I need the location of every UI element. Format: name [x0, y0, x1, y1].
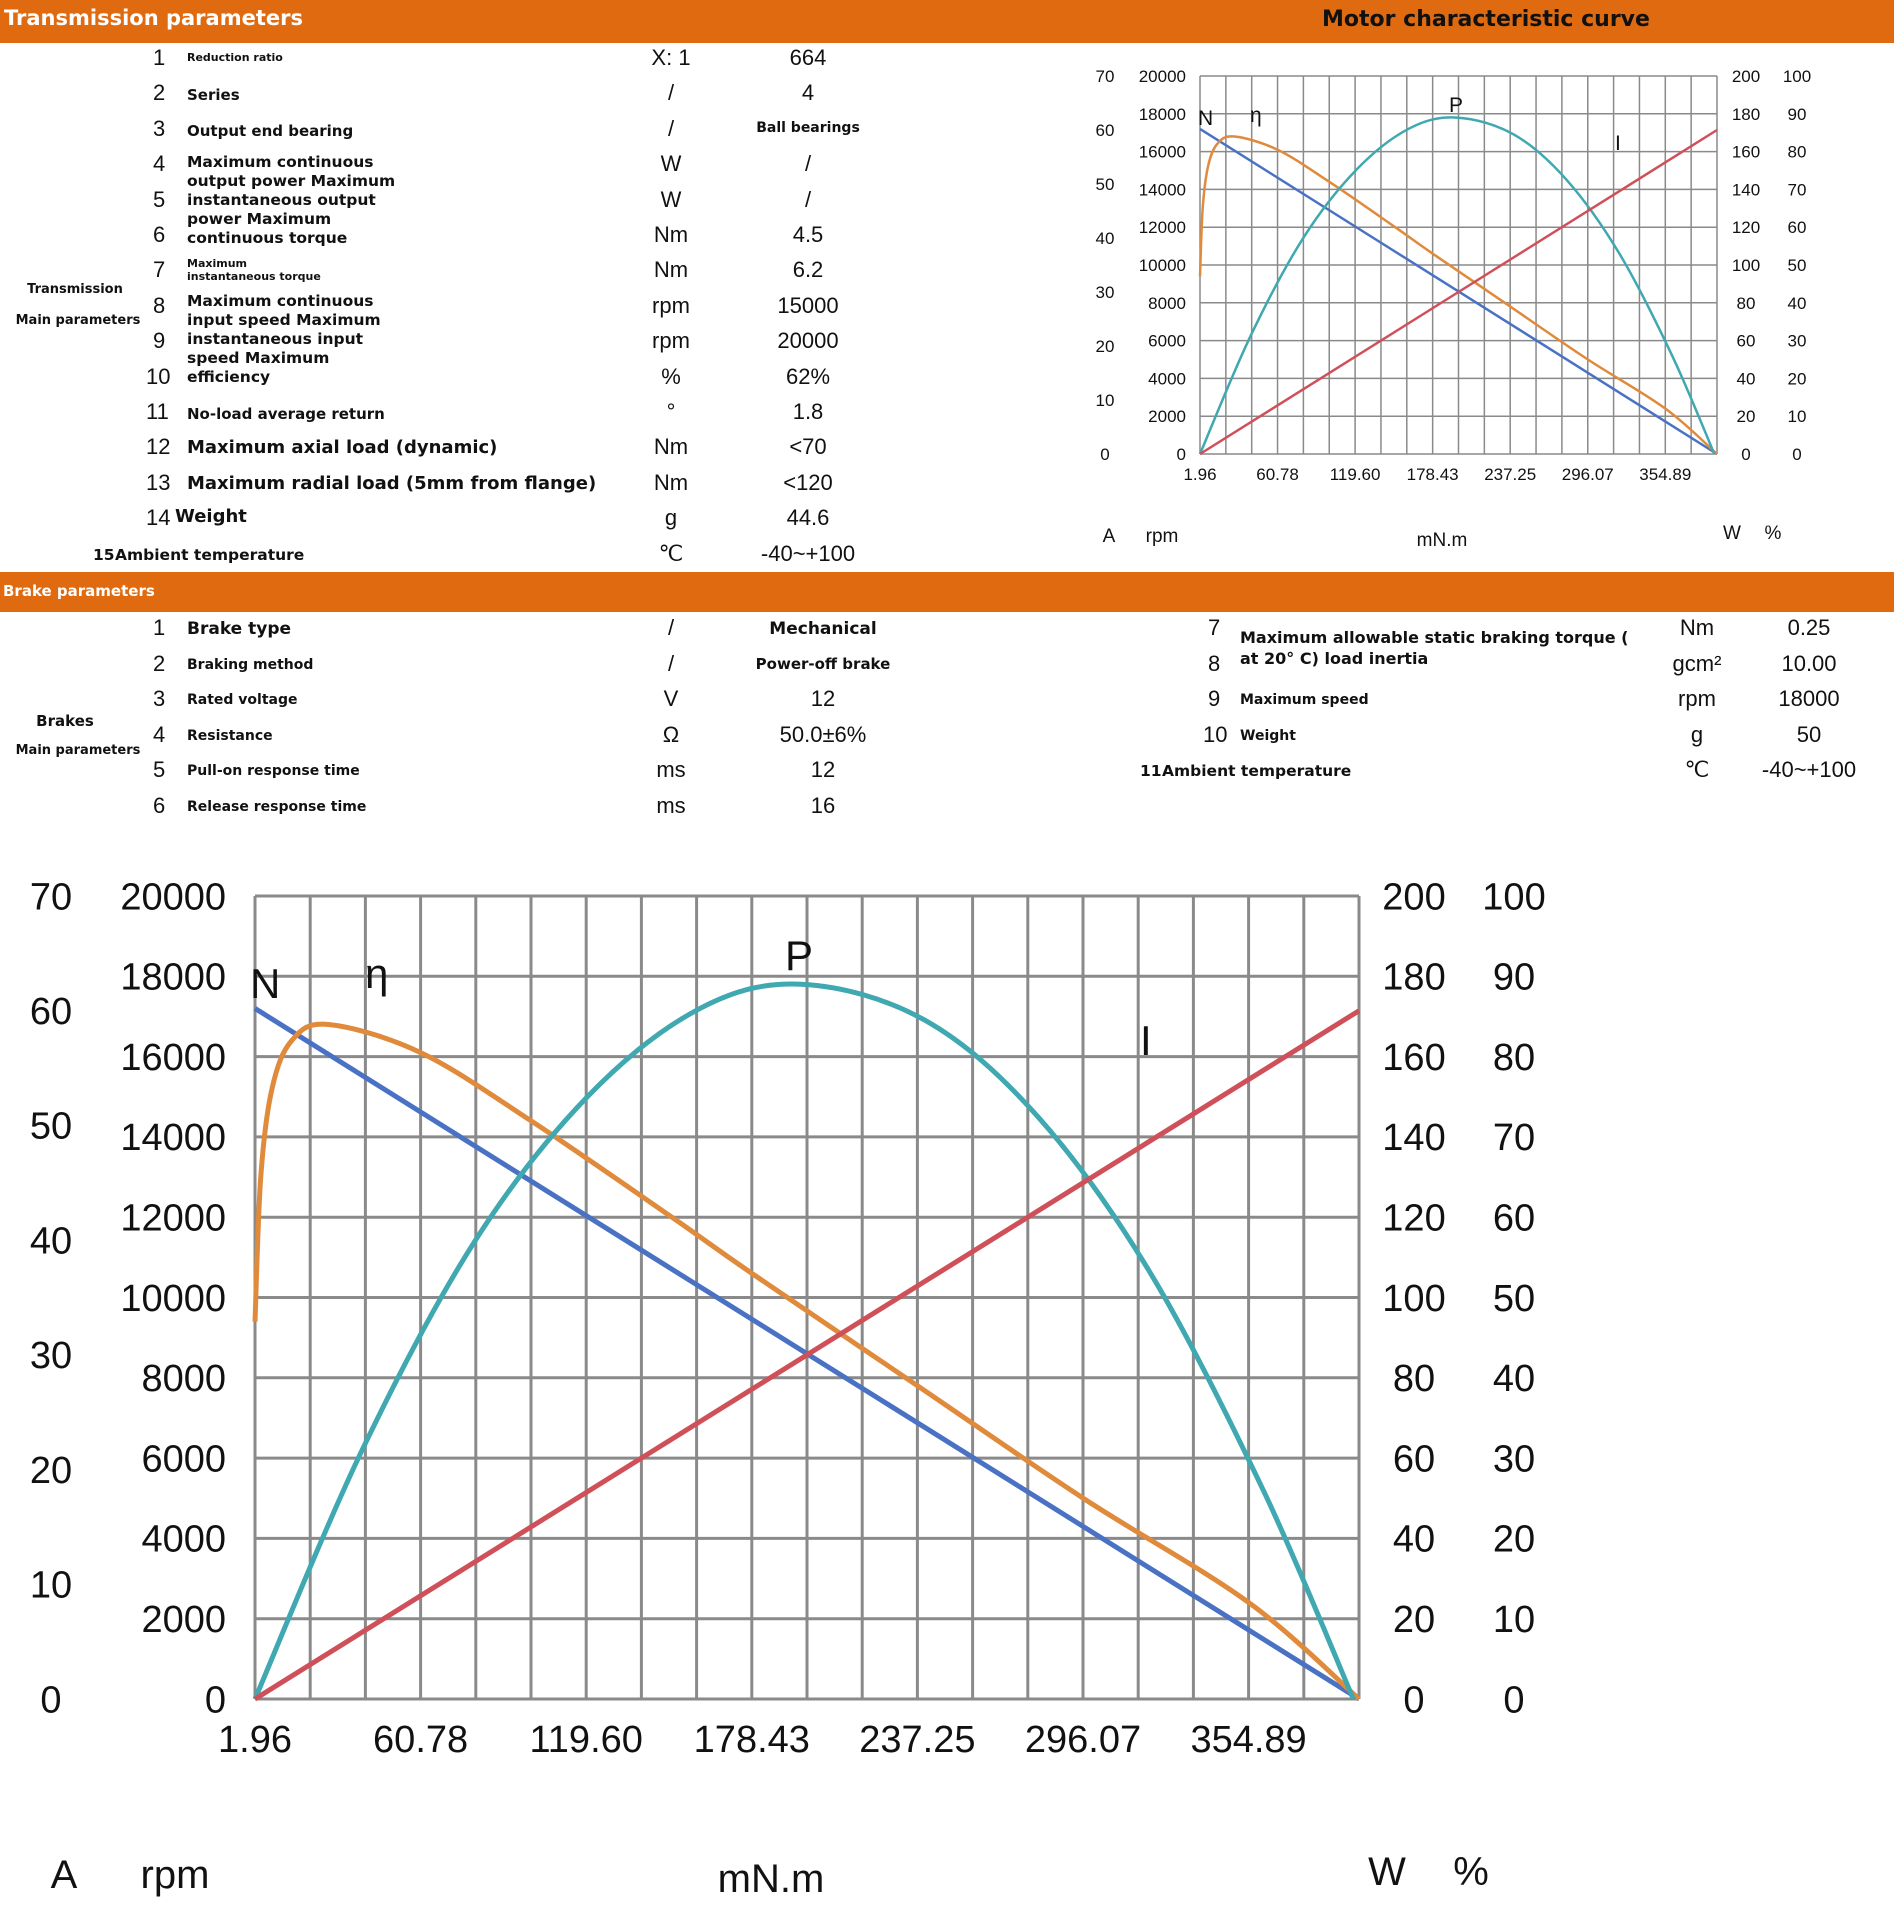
y-tick-rpm: 0: [1176, 444, 1186, 464]
row-unit: rpm: [1678, 686, 1716, 711]
row-unit: W: [660, 186, 682, 212]
y-tick-pct: 60: [1787, 218, 1807, 238]
y-tick-rpm: 4000: [141, 1518, 226, 1561]
row-label: Maximum instantaneous torque: [187, 257, 321, 284]
x-tick: 354.89: [1639, 465, 1692, 484]
row-number: 9: [153, 328, 166, 354]
row-number: 7: [1208, 615, 1221, 640]
row-unit: /: [667, 650, 675, 676]
row-label: Release response time: [187, 798, 367, 815]
y-tick-w: 40: [1392, 1518, 1436, 1561]
row-value: <120: [783, 469, 833, 495]
row-value: 15000: [777, 292, 839, 318]
row-number: 1: [153, 615, 166, 640]
y-tick-w: 200: [1382, 876, 1446, 919]
x-tick: 296.07: [1561, 465, 1614, 484]
transmission-group-label-2: Main parameters: [15, 313, 141, 328]
y-tick-rpm: 16000: [1138, 142, 1186, 162]
series-label-i: I: [1140, 1017, 1152, 1064]
row-value: Ball bearings: [756, 119, 860, 136]
row-number: 8: [153, 292, 166, 318]
y-tick-w: 140: [1731, 180, 1761, 200]
y-tick-rpm: 0: [204, 1679, 226, 1722]
y-tick-pct: 100: [1482, 876, 1546, 919]
y-tick-w: 80: [1736, 293, 1756, 313]
y-tick-pct: 70: [1787, 180, 1807, 200]
y-tick-w: 160: [1731, 142, 1761, 162]
row-number: 10: [146, 363, 171, 389]
y-tick-w: 180: [1382, 956, 1446, 999]
y-tick-pct: 50: [1492, 1277, 1536, 1320]
x-tick: 237.25: [1484, 465, 1537, 484]
y-tick-rpm: 8000: [141, 1358, 226, 1401]
axis-label-w: W: [1368, 1850, 1406, 1894]
axis-label-pct: %: [1764, 523, 1782, 544]
y-tick-a: 60: [1095, 120, 1115, 140]
y-tick-a: 30: [1095, 282, 1115, 302]
y-tick-w: 60: [1736, 331, 1756, 351]
row-number: 2: [153, 650, 166, 676]
y-tick-a: 30: [29, 1335, 73, 1378]
row-label: Ambient temperature: [1162, 762, 1352, 780]
y-tick-rpm: 8000: [1148, 293, 1186, 313]
x-tick: 178.43: [1406, 465, 1459, 484]
y-tick-a: 70: [29, 876, 73, 919]
y-tick-w: 200: [1731, 66, 1761, 86]
x-tick: 237.25: [859, 1719, 976, 1761]
row-unit: /: [667, 80, 675, 106]
y-tick-rpm: 12000: [1138, 218, 1186, 238]
row-number: 5: [153, 757, 166, 782]
y-tick-pct: 80: [1492, 1036, 1536, 1079]
row-label: Maximum radial load (5mm from flange): [187, 472, 597, 494]
row-label: Braking method: [187, 656, 314, 673]
row-value: 18000: [1778, 686, 1840, 711]
row-unit: Nm: [653, 469, 689, 495]
row-label: Weight: [1240, 727, 1296, 744]
row-unit: /: [667, 115, 675, 141]
row-number: 9: [1208, 686, 1221, 711]
series-label-i: I: [1615, 132, 1621, 155]
row-value: 10.00: [1781, 650, 1837, 676]
y-tick-a: 20: [1095, 336, 1115, 356]
y-tick-pct: 50: [1787, 255, 1807, 275]
row-unit: ℃: [658, 540, 684, 566]
row-unit: ms: [656, 792, 686, 818]
y-tick-pct: 70: [1492, 1117, 1536, 1160]
series-label-eta: η: [365, 950, 389, 997]
y-tick-a: 50: [1095, 174, 1115, 194]
y-tick-w: 60: [1392, 1438, 1436, 1481]
row-value: 0.25: [1787, 615, 1831, 640]
y-tick-w: 120: [1382, 1197, 1446, 1240]
y-tick-rpm: 20000: [120, 876, 226, 919]
row-value: -40~+100: [760, 540, 856, 566]
row-number: 8: [1208, 650, 1221, 676]
row-number: 3: [153, 686, 166, 711]
y-tick-rpm: 20000: [1138, 66, 1186, 86]
y-tick-w: 80: [1392, 1358, 1436, 1401]
row-value: <70: [789, 434, 827, 460]
row-number: 1: [153, 45, 166, 70]
y-tick-pct: 30: [1787, 331, 1807, 351]
row-value: Mechanical: [769, 619, 877, 639]
y-tick-rpm: 18000: [120, 956, 226, 999]
axis-label-x: mN.m: [1416, 530, 1468, 551]
y-tick-a: 20: [29, 1449, 73, 1492]
y-tick-w: 100: [1382, 1277, 1446, 1320]
row-number: 11: [146, 399, 169, 424]
row-number: 3: [153, 115, 166, 141]
axis-label-rpm: rpm: [1145, 526, 1179, 547]
row-unit: g: [1690, 721, 1704, 747]
row-label: Brake type: [187, 619, 292, 639]
y-tick-rpm: 6000: [1148, 331, 1186, 351]
y-tick-w: 180: [1731, 104, 1761, 124]
y-tick-rpm: 6000: [141, 1438, 226, 1481]
y-tick-pct: 0: [1792, 444, 1802, 464]
row-number: 13: [146, 469, 171, 495]
row-value: 1.8: [792, 399, 824, 424]
row-value: 12: [810, 686, 836, 711]
y-tick-rpm: 14000: [1138, 180, 1186, 200]
y-tick-w: 140: [1382, 1117, 1446, 1160]
axis-label-a: A: [50, 1853, 78, 1897]
curve-title: Motor characteristic curve: [1322, 7, 1650, 32]
row-unit: rpm: [652, 292, 690, 318]
row-label: Weight: [175, 506, 247, 528]
series-label-p: P: [785, 932, 814, 979]
row-label: 15: [93, 545, 115, 564]
y-tick-rpm: 18000: [1138, 104, 1186, 124]
brake-label-block: Maximum allowable static braking torque ( at 20° C) load inertia: [1240, 628, 1629, 668]
y-tick-w: 160: [1382, 1036, 1446, 1079]
y-tick-pct: 0: [1503, 1679, 1525, 1722]
row-unit: Nm: [1679, 615, 1715, 640]
y-tick-rpm: 10000: [1138, 255, 1186, 275]
y-tick-pct: 10: [1787, 407, 1807, 427]
y-tick-w: 40: [1736, 369, 1756, 389]
y-tick-w: 20: [1736, 407, 1756, 427]
axis-label-x: mN.m: [717, 1857, 825, 1901]
row-value: 664: [789, 45, 827, 70]
row-number: 5: [153, 186, 166, 212]
transmission-title: Transmission parameters: [4, 6, 303, 30]
transmission-label-block-b: Maximum continuous input speed Maximum instantaneous input speed Maximum efficiency: [187, 292, 381, 386]
y-tick-w: 120: [1731, 218, 1761, 238]
y-tick-w: 20: [1392, 1599, 1436, 1641]
x-tick: 296.07: [1024, 1719, 1142, 1761]
x-tick: 1.96: [1183, 465, 1217, 484]
axis-label-pct: %: [1453, 1850, 1489, 1894]
y-tick-pct: 20: [1787, 369, 1807, 389]
row-label: 11: [1140, 762, 1162, 780]
row-value: Power-off brake: [755, 654, 891, 673]
y-tick-rpm: 2000: [1148, 407, 1186, 427]
y-tick-a: 40: [1095, 228, 1115, 248]
x-tick: 60.78: [373, 1719, 469, 1761]
row-number: 10: [1203, 721, 1228, 747]
x-tick: 119.60: [529, 1719, 643, 1761]
small-chart: [1096, 67, 1812, 551]
x-tick: 1.96: [218, 1719, 292, 1761]
series-label-eta: η: [1250, 104, 1262, 127]
row-unit: V: [663, 686, 679, 711]
row-unit: ms: [656, 757, 686, 782]
row-value: /: [804, 186, 812, 212]
x-tick: 178.43: [693, 1719, 810, 1761]
row-unit: °: [666, 399, 676, 424]
series-label-p: P: [1449, 94, 1464, 117]
row-unit: X: 1: [651, 45, 691, 70]
row-unit: W: [660, 151, 682, 177]
row-unit: Nm: [653, 434, 689, 460]
row-label: Resistance: [187, 727, 273, 744]
y-tick-pct: 40: [1787, 293, 1807, 313]
y-tick-w: 0: [1741, 444, 1751, 464]
row-number: 14: [146, 505, 171, 531]
y-tick-a: 0: [40, 1679, 62, 1722]
row-unit: rpm: [652, 328, 690, 354]
row-label: Pull-on response time: [187, 763, 360, 779]
brake-title: Brake parameters: [3, 582, 155, 600]
row-number: 6: [153, 222, 166, 247]
row-value: 50: [1796, 721, 1822, 747]
x-tick: 60.78: [1256, 465, 1299, 484]
row-value: 16: [810, 792, 836, 818]
y-tick-pct: 100: [1782, 66, 1812, 86]
row-label: No-load average return: [187, 405, 385, 423]
row-unit: g: [664, 505, 678, 531]
row-unit: /: [667, 615, 675, 640]
brake-group-label: Brakes: [36, 712, 94, 730]
y-tick-pct: 40: [1492, 1358, 1536, 1401]
y-tick-rpm: 14000: [120, 1117, 226, 1160]
y-tick-pct: 30: [1492, 1438, 1536, 1481]
row-number: 12: [146, 434, 171, 460]
x-tick: 354.89: [1190, 1719, 1307, 1761]
y-tick-rpm: 4000: [1148, 369, 1186, 389]
series-label-n: N: [1198, 107, 1214, 130]
y-tick-pct: 10: [1492, 1599, 1536, 1641]
row-value: 6.2: [792, 257, 824, 283]
row-value: 20000: [777, 328, 839, 354]
row-unit: Nm: [653, 222, 689, 247]
row-label: Maximum speed: [1240, 692, 1369, 708]
row-value: /: [804, 151, 812, 177]
y-tick-a: 10: [29, 1564, 73, 1607]
row-value: 12: [810, 757, 836, 782]
y-tick-pct: 90: [1492, 956, 1536, 999]
row-value: 4: [801, 80, 815, 106]
y-tick-pct: 20: [1492, 1518, 1536, 1561]
series-label-n: N: [250, 960, 281, 1007]
row-unit: ℃: [1684, 757, 1710, 782]
axis-label-a: A: [1102, 526, 1116, 547]
axis-label-rpm: rpm: [140, 1853, 210, 1897]
y-tick-a: 70: [1095, 66, 1115, 86]
x-tick: 119.60: [1329, 465, 1381, 484]
brake-group-label-2: Main parameters: [15, 743, 141, 758]
row-value: 44.6: [786, 505, 830, 531]
y-tick-w: 0: [1403, 1679, 1425, 1722]
row-label: Reduction ratio: [187, 51, 283, 64]
row-label: Ambient temperature: [115, 545, 305, 564]
row-value: 50.0±6%: [779, 721, 867, 747]
y-tick-rpm: 16000: [120, 1036, 226, 1079]
y-tick-rpm: 10000: [120, 1277, 226, 1320]
row-value: -40~+100: [1761, 757, 1857, 782]
y-tick-rpm: 2000: [141, 1599, 226, 1641]
row-value: 62%: [785, 363, 831, 389]
y-tick-w: 100: [1731, 255, 1761, 275]
row-number: 7: [153, 257, 166, 283]
row-unit: %: [661, 363, 681, 389]
row-unit: Ω: [662, 721, 680, 747]
row-label: Maximum axial load (dynamic): [187, 437, 498, 459]
y-tick-a: 60: [29, 991, 73, 1034]
transmission-label-block-a: Maximum continuous output power Maximum instantaneous output power Maximum continuous torque: [187, 153, 396, 247]
y-tick-rpm: 12000: [120, 1197, 226, 1240]
y-tick-pct: 60: [1492, 1197, 1536, 1240]
row-unit: gcm²: [1672, 650, 1722, 676]
row-number: 2: [153, 80, 166, 106]
y-tick-pct: 90: [1787, 104, 1807, 124]
row-number: 6: [153, 792, 166, 818]
y-tick-a: 10: [1095, 390, 1115, 410]
y-tick-a: 40: [29, 1220, 73, 1263]
y-tick-a: 50: [29, 1105, 73, 1148]
y-tick-a: 0: [1100, 444, 1110, 464]
row-label: Rated voltage: [187, 692, 298, 708]
large-chart: [30, 876, 1546, 1901]
row-value: 4.5: [792, 222, 824, 247]
transmission-group-label: Transmission: [27, 282, 123, 297]
y-tick-pct: 80: [1787, 142, 1807, 162]
row-number: 4: [153, 721, 166, 747]
row-label: Output end bearing: [187, 121, 354, 140]
row-number: 4: [153, 151, 166, 177]
axis-label-w: W: [1723, 523, 1741, 544]
row-label: Series: [187, 86, 240, 105]
row-unit: Nm: [653, 257, 689, 283]
